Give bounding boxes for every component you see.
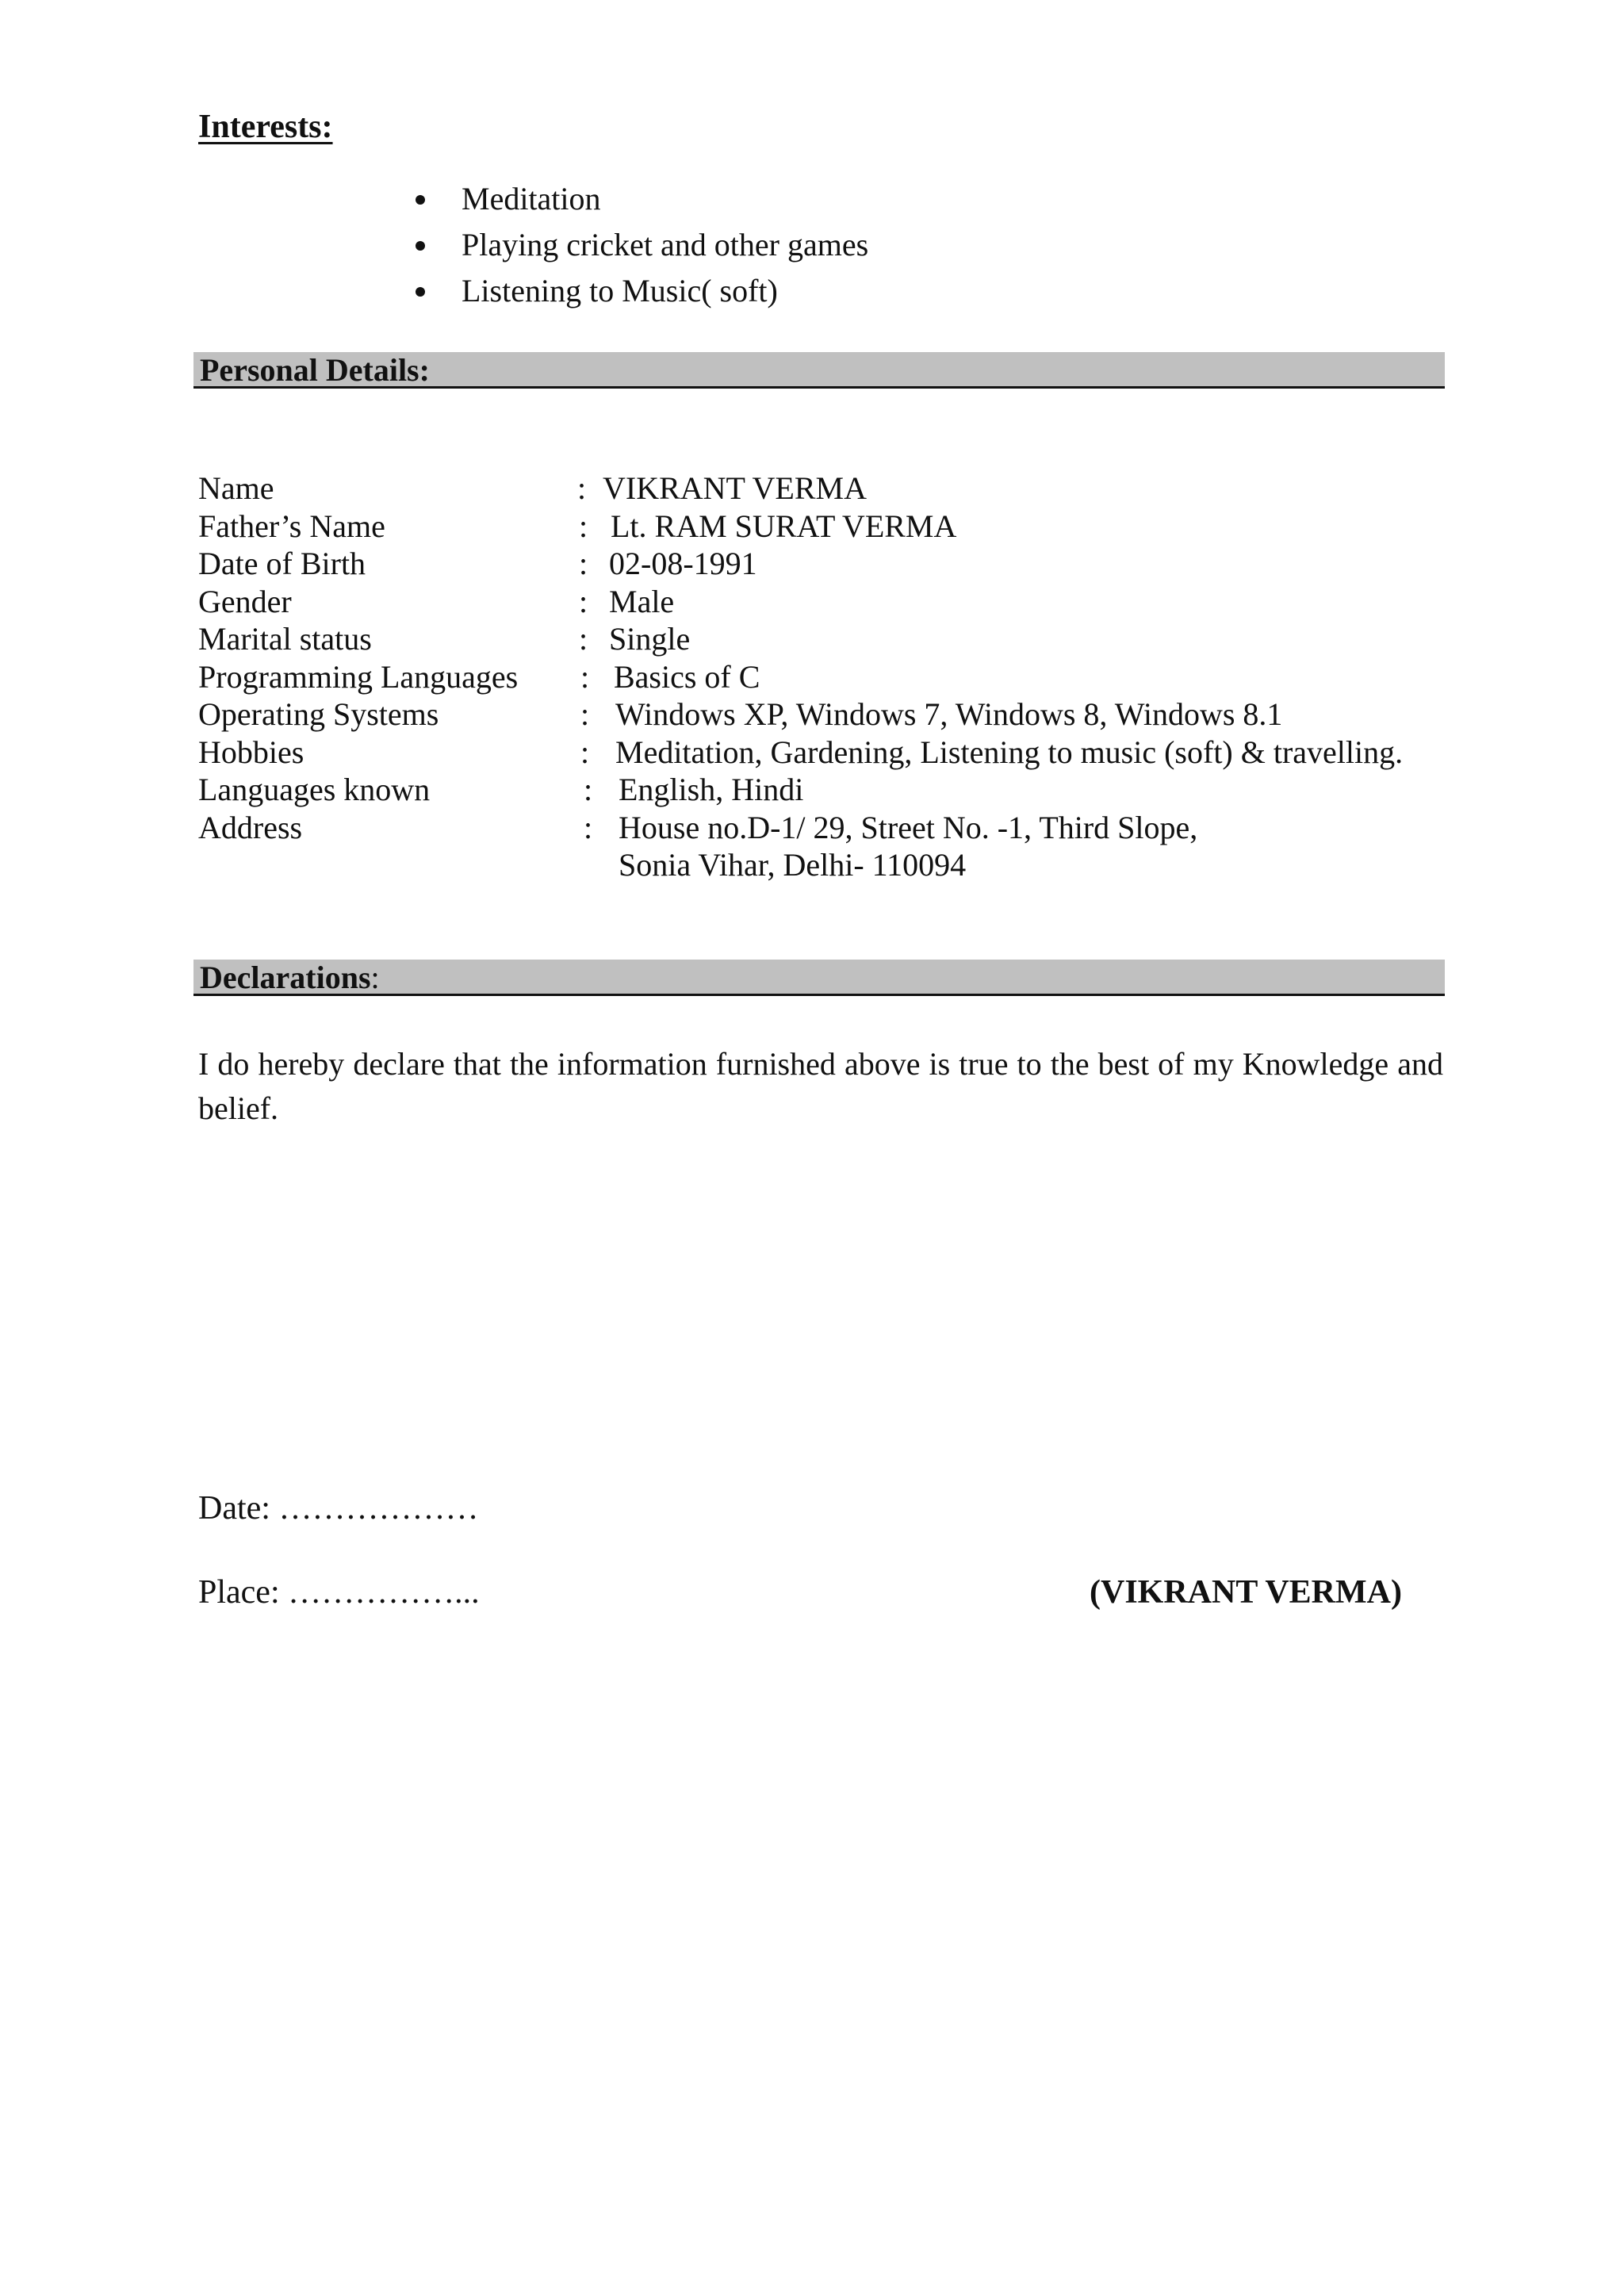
- personal-details-header: [193, 352, 1445, 389]
- detail-label: Programming Languages: [198, 658, 519, 695]
- detail-value: Lt. RAM SURAT VERMA: [611, 508, 957, 544]
- detail-colon: :: [580, 658, 590, 695]
- detail-colon: :: [579, 621, 588, 657]
- interests-heading: Interests:: [198, 109, 333, 145]
- detail-label: Marital status: [198, 621, 372, 657]
- detail-label: Address: [198, 809, 303, 845]
- interests-list: [412, 176, 868, 314]
- interest-item: [412, 222, 868, 268]
- detail-label: Date of Birth: [198, 546, 366, 581]
- detail-value: Male: [609, 583, 675, 619]
- detail-value: House no.D-1/ 29, Street No. -1, Third Slope,: [619, 809, 1198, 845]
- detail-value: English, Hindi: [619, 772, 804, 807]
- detail-label: Languages known: [198, 772, 431, 807]
- detail-value: Single: [609, 621, 691, 657]
- detail-colon: :: [579, 508, 588, 544]
- detail-label: Operating Systems: [198, 696, 439, 732]
- date-line: Date: ………………: [198, 1490, 479, 1527]
- interest-text: Meditation: [462, 181, 601, 216]
- declaration-text: I do hereby declare that the information furnished above is true to the best of my Knowledge and belief.: [198, 1046, 1443, 1126]
- personal-details-heading: Personal Details:: [200, 352, 430, 388]
- place-line: Place: ……………...: [198, 1574, 480, 1611]
- detail-value: Basics of C: [614, 658, 760, 695]
- detail-colon: :: [584, 772, 593, 807]
- bullet-icon: [416, 287, 425, 297]
- detail-value: Windows XP, Windows 7, Windows 8, Windows 8.1: [615, 696, 1283, 732]
- detail-label: Name: [198, 470, 274, 506]
- signature-name: (VIKRANT VERMA): [1090, 1574, 1402, 1611]
- detail-value: Meditation, Gardening, Listening to music (soft) & travelling.: [615, 734, 1404, 770]
- detail-colon: :: [577, 470, 587, 506]
- interest-item: [412, 268, 868, 314]
- interest-text: Listening to Music( soft): [462, 273, 778, 308]
- detail-value: VIKRANT VERMA: [603, 470, 867, 506]
- declarations-heading-colon: :: [370, 960, 380, 995]
- declarations-heading: [200, 960, 380, 996]
- detail-colon: :: [580, 734, 590, 770]
- detail-colon: :: [580, 696, 590, 732]
- detail-colon: :: [584, 809, 593, 845]
- interest-item: [412, 176, 868, 222]
- bullet-icon: [416, 241, 425, 251]
- declarations-heading-text: Declarations: [200, 960, 371, 995]
- detail-colon: :: [579, 583, 588, 619]
- bullet-icon: [416, 195, 425, 205]
- detail-colon: :: [579, 546, 588, 581]
- detail-label: Hobbies: [198, 734, 304, 770]
- detail-label: Gender: [198, 583, 292, 619]
- detail-value: Sonia Vihar, Delhi- 110094: [619, 847, 967, 883]
- declarations-header: [193, 960, 1445, 996]
- detail-value: 02-08-1991: [609, 546, 757, 581]
- interest-text: Playing cricket and other games: [462, 227, 869, 262]
- detail-label: Father’s Name: [198, 508, 385, 544]
